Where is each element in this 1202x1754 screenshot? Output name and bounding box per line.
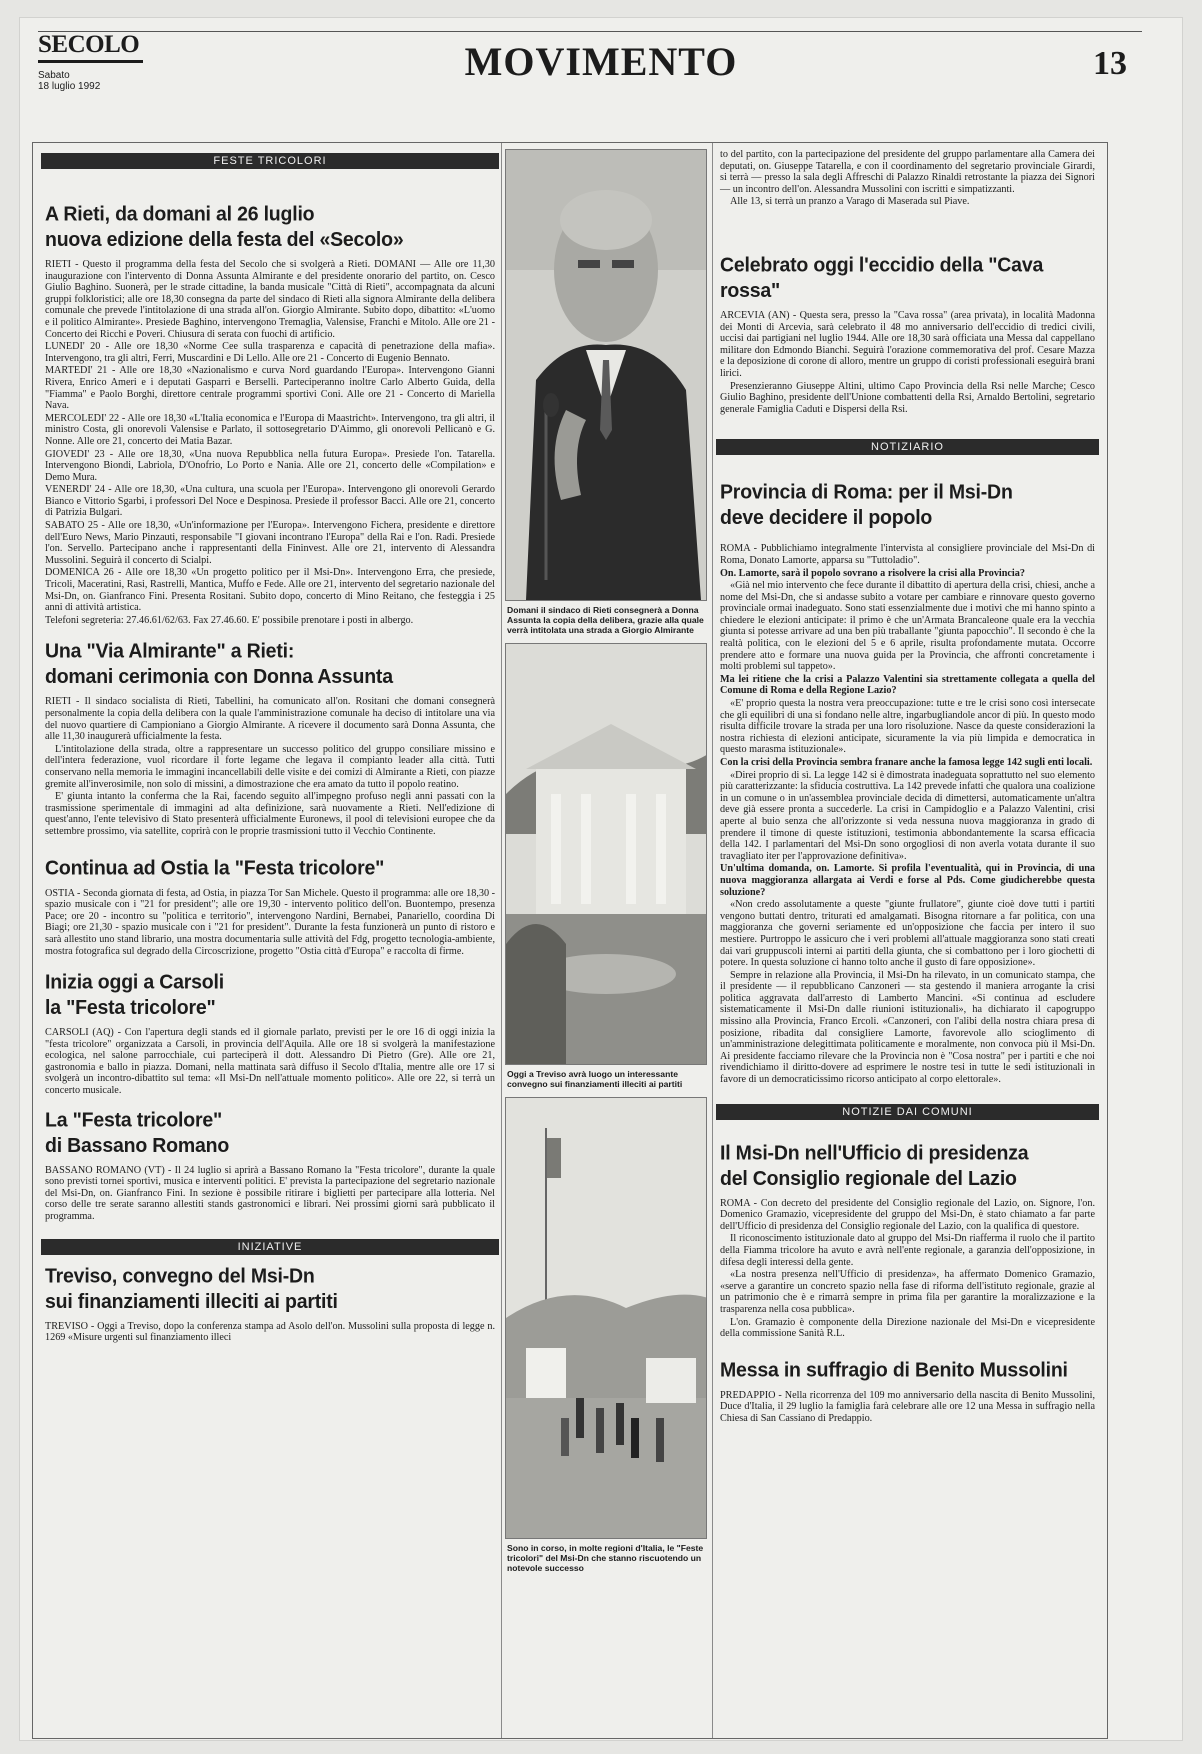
title-line: la "Festa tricolore" — [45, 996, 216, 1020]
title-line: A Rieti, da domani al 26 luglio — [45, 202, 315, 226]
speaker-photo-drawing — [506, 150, 707, 600]
title-line: sui finanziamenti illeciti ai partiti — [45, 1289, 338, 1313]
page-number: 13 — [1093, 45, 1127, 82]
article-body-rieti — [45, 259, 495, 626]
paragraph: Telefoni segreteria: 27.46.61/62/63. Fax 27.46.60. E' possibile prenotare i posti in albergo. — [45, 614, 414, 626]
paragraph: «Già nel mio intervento che fece durante il dibattito di apertura della crisi, chiesi, anche a nome del Msi-Dn, che si andasse subito a votare per cambiare e rinnovare questo governo provinciale ormai inadeguato. Sono stati essenzialmente due i motivi che mi hanno spinto a chiedere le elezioni anticipate: il primo è che un'Armata Brancaleone quale era la vecchia giunta si potesse arrivare ad una ben più traballante "giunta papocchio". Il secondo è che la realtà politica, con le elezioni del 5 e 6 aprile, risulta profondamente mutata. Occorre prendere atto e formare una nuova guida per la Provincia, che affronti concretamente i molti problemi sul tappeto». — [720, 580, 1095, 673]
paragraph: DOMENICA 26 - Alle ore 18,30 «Un progetto politico per il Msi-Dn». Intervengono Erra, che presiede, Tricoli, Maceratini, Rasi, Rastrelli, Mantica, Muffo e Fede. Alle ore 21, intervento del segretario nazionale del Msi-Dn, on. Gianfranco Fini. Presenta Rositani. Subito dopo, concerto di Mino Reitano, che festeggia i 25 anni di attività artistica. — [45, 567, 495, 614]
question: Un'ultima domanda, on. Lamorte. Si profila l'eventualità, qui in Provincia, di una nuova maggioranza allargata ai Verdi e forse al Pds. Come giudicherebbe questa soluzione? — [720, 863, 1095, 898]
paragraph: MARTEDI' 21 - Alle ore 18,30 «Nazionalismo e curva Nord guardando l'Europa». Intervengono Gianni Rivera, Enrico Ameri e i deputati Gasparri e Berselli. Parteciperanno inoltre Carlo Alberto Guida, della "Fiamma" e Paolo Borghi, direttore centrale programmi sportivi Coni. Alle ore 21 - Concerto di Mariella Nava. — [45, 365, 495, 412]
stand — [526, 1348, 566, 1398]
article-body-treviso — [45, 1321, 495, 1345]
person — [631, 1418, 639, 1458]
column — [626, 794, 636, 904]
article-body-ostia — [45, 888, 495, 958]
column — [551, 794, 561, 904]
column — [581, 794, 591, 904]
article-title-messa: Messa in suffragio di Benito Mussolini — [720, 1358, 1068, 1382]
crowd-photo-drawing — [506, 1098, 707, 1538]
article-body-lazio — [720, 1198, 1095, 1340]
question: Con la crisi della Provincia sembra franare anche la famosa legge 142 sugli enti locali. — [720, 757, 1093, 768]
content-frame — [32, 142, 1108, 1739]
section-band-feste: FESTE TRICOLORI — [41, 153, 499, 169]
glasses-left — [578, 260, 600, 268]
article-body-messa — [720, 1390, 1095, 1425]
article-title-treviso — [45, 1263, 499, 1313]
article-title-lazio — [720, 1140, 1099, 1190]
newspaper-logo: SECOLO — [38, 30, 143, 63]
villa-photo-drawing — [506, 644, 707, 1064]
article-title-cava-rossa: Celebrato oggi l'eccidio della "Cava rossa" — [720, 253, 1044, 303]
photo-caption-2: Oggi a Treviso avrà luogo un interessante convegno sui finanziamenti illeciti ai partiti — [507, 1069, 683, 1089]
forehead — [560, 190, 652, 250]
column-rule — [712, 143, 713, 1738]
title-line: nuova edizione della festa del «Secolo» — [45, 228, 404, 252]
article-body-carsoli — [45, 1027, 495, 1097]
issue-day-date: 18 luglio 1992 — [38, 81, 101, 92]
title-line: La "Festa tricolore" — [45, 1108, 223, 1132]
section-band-notiziario: NOTIZIARIO — [716, 439, 1099, 455]
person — [561, 1418, 569, 1456]
question: Ma lei ritiene che la crisi a Palazzo Valentini sia strettamente collegata a quella del Comune di Roma e della Regione Lazio? — [720, 673, 1095, 697]
article-title-rieti — [45, 202, 499, 252]
person — [576, 1398, 584, 1438]
section-band-iniziative: INIZIATIVE — [41, 1239, 499, 1255]
photo-caption-3: Sono in corso, in molte regioni d'Italia, le "Feste tricolori" del Msi-Dn che stanno riscuotendo un notevole successo — [507, 1543, 704, 1573]
person — [656, 1418, 664, 1462]
paragraph: ARCEVIA (AN) - Questa sera, presso la "Cava rossa" (area privata), in località Madonna dei Monti di Arcevia, sarà celebrato il 48 mo anniversario dell'eccidio di tredici civili, uccisi dai partigiani nel luglio 1944. Alle ore 18,30 sarà officiata una Messa dal cappellano militare don Edmondo Bianchi. Seguirà l'orazione commemorativa del prof. Cesare Mazza e la deposizione di corone di alloro, mentre un gruppo di coristi professionali eseguirà brani lirici. — [720, 309, 1095, 379]
column-rule — [501, 143, 502, 1738]
paragraph: Presenzieranno Giuseppe Altini, ultimo Capo Provincia della Rsi nelle Marche; Cesco Giulio Baghino, presidente dell'Unione combattenti della Rsi, Arnaldo Bertolini, segretario generale Famiglia Caduti e Dispersi della Rsi. — [720, 380, 1095, 415]
section-band-comuni: NOTIZIE DAI COMUNI — [716, 1104, 1099, 1120]
paragraph: Alle 13, si terrà un pranzo a Varago di Maserada sul Piave. — [730, 196, 970, 208]
top-rule — [38, 31, 1142, 32]
photo-caption-1: Domani il sindaco di Rieti consegnerà a Donna Assunta la copia della delibera, grazie alla quale verrà intitolata una strada a Giorgio Almirante — [507, 605, 704, 635]
paragraph: L'intitolazione della strada, oltre a rappresentare un successo politico del gruppo consiliare missino e dell'intera federazione, vuol ricordare il forte legame che legava il compianto leader alla città. Tutti conservano nella memoria le immagini incancellabili delle visite e dei comizi di Almirante a Rieti, con piazze gremite all'inverosimile, non solo di missini, a dimostrazione che era amato da tutto il popolo reatino. — [45, 743, 495, 790]
square — [506, 1398, 707, 1538]
right-column — [716, 143, 1099, 1738]
issue-day: Sabato — [38, 70, 70, 81]
shrub — [506, 924, 566, 1064]
paragraph: ROMA - Pubblichiamo integralmente l'intervista al consigliere provinciale del Msi-Dn di Roma, Donato Lamorte, apparsa su "Tuttoladio". — [720, 543, 1095, 566]
person — [596, 1408, 604, 1453]
title-line: Il Msi-Dn nell'Ufficio di presidenza — [720, 1141, 1029, 1165]
title-line: Treviso, convegno del Msi-Dn — [45, 1264, 315, 1288]
section-title: MOVIMENTO — [464, 39, 738, 84]
article-title-bassano — [45, 1107, 499, 1157]
paragraph: L'on. Gramazio è componente della Direzione nazionale del Msi-Dn e vicepresidente della commissione Sanità R.L. — [720, 1316, 1095, 1340]
microphone — [543, 393, 559, 417]
photo-column — [505, 143, 707, 1738]
paragraph: «E' proprio questa la nostra vera preoccupazione: tutte e tre le crisi sono così intersecate che gli equilibri di una si fondano nelle altre, ingarbugliandole ancor di più. In questo modo risulta difficile trovare la strada per una loro risoluzione. Nasce da queste considerazioni la nostra richiesta di elezioni anticipate, sicuramente la via più limpida e democratica in questo marasma istituzionale». — [720, 698, 1095, 756]
article-body-via-almirante — [45, 696, 495, 837]
glasses-right — [612, 260, 634, 268]
article-title-ostia: Continua ad Ostia la "Festa tricolore" — [45, 855, 385, 880]
column — [656, 794, 666, 904]
title-line: Inizia oggi a Carsoli — [45, 970, 224, 995]
paragraph: Sempre in relazione alla Provincia, il Msi-Dn ha rilevato, in un comunicato stampa, che il presidente — il repubblicano Canzoneri — sta gestendo il maniera arrogante la crisi politica aggravata dall'arresto di Lamberto Mancini. «Si continua ad escludere sistematicamente il Msi-Dn dalle riunioni istituzionali», ha dichiarato il capogruppo missino alla Provincia, Franco Ercoli. «Canzoneri, con l'alibi della nostra chiara presa di posizione, ribadita dal consigliere Lamorte, favorevole allo scioglimento di un'amministrazione delegittimata politicamente e moralmente, non convoca più il Msi-Dn. Ai presidente facciamo rilevare che la Provincia non è "Cosa nostra" per i partiti e che noi rivendichiamo il diritto-dovere ad esprimere le nostre tesi in tutte le sedi istituzionali in favore di un democraticissimo ricorso anticipato al corpo elettorale». — [720, 969, 1095, 1086]
paragraph: BASSANO ROMANO (VT) - Il 24 luglio si aprirà a Bassano Romano la "Festa tricolore", durante la quale sono previsti tornei sportivi, musica e interventi politici. E' prevista la partecipazione del segretario nazionale del Msi-Dn, on. Gianfranco Fini. In sezione è possibile ritirare i biglietti per partecipare alla lotteria. Nel corso delle tre serate saranno allestiti stands gastronomici e librari. Nei prossimi giorni sarà pubblicato il programma. — [45, 1164, 495, 1223]
person — [616, 1403, 624, 1445]
title-line: di Bassano Romano — [45, 1133, 230, 1157]
photo-speaker — [505, 149, 707, 601]
title-line: deve decidere il popolo — [720, 506, 933, 530]
title-line: domani cerimonia con Donna Assunta — [45, 665, 393, 689]
article-body-bassano — [45, 1165, 495, 1223]
paragraph: Il riconoscimento istituzionale dato al gruppo del Msi-Dn riafferma il ruolo che il partito della Fiamma tricolore ha avuto e avrà nell'ente regionale, a garanzia dell'opposizione, in difesa degli interessi della gente. — [720, 1233, 1095, 1268]
title-line: del Consiglio regionale del Lazio — [720, 1166, 1017, 1190]
article-body-cava-rossa — [720, 310, 1095, 415]
paragraph: LUNEDI' 20 - Alle ore 18,30 «Norme Cee sulla trasparenza e capacità di penetrazione della mafia». Intervengono, tra gli altri, Ferri, Muscardini e Di Lello. Alle ore 21 - Concerto di Eugenio Bennato. — [45, 341, 495, 364]
question: On. Lamorte, sarà il popolo sovrano a risolvere la crisi alla Provincia? — [720, 567, 1025, 579]
stand — [646, 1358, 696, 1403]
flag — [547, 1138, 561, 1178]
paragraph: RIETI - Il sindaco socialista di Rieti, Tabellini, ha comunicato all'on. Rositani che domani consegnerà personalmente la copia della delibera con la quale l'amministrazione comunale ha deciso di intitolare una via del nuovo quartiere di Campioniano a Giorgio Almirante. A ricevere il documento sarà Donna Assunta, che alle 11,30 inaugurerà ufficialmente la festa. — [45, 696, 495, 743]
paragraph: SABATO 25 - Alle ore 18,30, «Un'informazione per l'Europa». Intervengono Fichera, presidente e direttore dell'Euro News, Mario Pinzauti, responsabile "I giovani incontrano l'Europa" della Rai e l'on. Radi. Presiede l'on. Servello. Partecipano anche i rappresentanti della Fininvest. Alle ore 21, intervento di Alessandra Mussolini. Seguirà il concerto di Scialpi. — [45, 520, 495, 566]
photo-villa — [505, 643, 707, 1065]
paragraph: GIOVEDI' 23 - Alle ore 18,30, «Una nuova Repubblica nella futura Europa». Presiede l'on. Tatarella. Intervengono Biondi, Labriola, D'Onofrio, Lo Porto e Nania. Alle ore 21, concerto delle «Compilation» e Demo Mura. — [45, 448, 495, 483]
paragraph: «Direi proprio di sì. La legge 142 si è dimostrata inadeguata soprattutto nel suo elemento più caratterizzante: la sfiducia costruttiva. La 142 prevede infatti che qualora una coalizione in un comune o in un'assemblea provinciale decida di dimettersi, automaticamente un'altra deve già essere pronta a succederle. La crisi in Campidoglio e a Palazzo Valentini, crisi aperte al buio senza che all'orizzonte si veda nessuna nuova maggioranza in grado di prendere il timone di queste istituzioni, testimonia abbondantemente la scarsa efficacia della 142. I parlamentari del Msi-Dn sono orgogliosi di non averla votata durante il suo travagliato iter per l'approvazione definitiva». — [720, 769, 1095, 862]
paragraph: MERCOLEDI' 22 - Alle ore 18,30 «L'Italia economica e l'Europa di Maastricht». Intervengono, tra gli altri, il ministro Costa, gli onorevoli Valensise e Parlato, il sottosegretario D'Aimmo, gli onorevoli Pellicanò e G. Nonne. Alle ore 21, concerto dei Matia Bazar. — [45, 412, 495, 447]
paragraph: TREVISO - Oggi a Treviso, dopo la conferenza stampa ad Asolo dell'on. Mussolini sulla proposta di legge n. 1269 «Misure urgenti sul finanziamento illeci — [45, 1320, 495, 1344]
paragraph: ROMA - Con decreto del presidente del Consiglio regionale del Lazio, on. Signore, l'on. Domenico Gramazio, vicepresidente del gruppo del Msi-Dn, è stato chiamato a far parte dell'Ufficio di presidenza del Consiglio regionale del Lazio, con la qualifica di questore. — [720, 1197, 1095, 1232]
article-title-carsoli — [45, 970, 499, 1020]
paragraph: «Non credo assolutamente a queste "giunte frullatore", giunte cioè dove tutti i partiti vengono buttati dentro, triturati ed amalgamati. Bisogna ritornare a far politica, con una maggioranza che governi seriamente ed un'opposizione che faccia per intero il suo mestiere. Purtroppo le assicuro che i veri problemi all'attuale maggioranza sono stati creati dai vari gruppuscoli interni ai partiti della giunta, che si combattono per i loro giochetti di potere. In questa soluzione ci hanno tolto anche il gusto di fare opposizione». — [720, 899, 1095, 969]
paragraph: «La nostra presenza nell'Ufficio di presidenza», ha affermato Domenico Gramazio, «serve a garantire un concreto spazio nella fase di riforma dell'istituto regionale, grazie al un patrimonio che è e rimarrà sempre in prima fila per garantire la moralizzazione e la trasparenza nella cosa pubblica». — [720, 1269, 1095, 1315]
paragraph: VENERDI' 24 - Alle ore 18,30, «Una cultura, una scuola per l'Europa». Intervengono gli onorevoli Gerardo Bianco e Vittorio Sgarbi, i professori Del Noce e Despinosa. Presiede il professor Bacci. Alle ore 21, concerto di Patrizia Bulgari. — [45, 484, 495, 519]
article-body-treviso-continued — [720, 149, 1095, 208]
article-title-provincia — [720, 480, 1099, 530]
paragraph: to del partito, con la partecipazione del presidente del gruppo parlamentare alla Camera dei deputati, on. Giuseppe Tatarella, e con il coordinamento del segretario provinciale Girardi, si terrà — presso la sala degli Affreschi di Palazzo Rinaldi retrostante la piazza dei Signori — un incontro dell'on. Alessandra Mussolini con iscritti e simpatizzanti. — [720, 149, 1095, 195]
article-title-via-almirante — [45, 639, 499, 689]
paragraph: PREDAPPIO - Nella ricorrenza del 109 mo anniversario della nascita di Benito Mussolini, Duce d'Italia, il 29 luglio la famiglia farà celebrare alle ore 12 una Messa in suffragio nella Chiesa di San Cassiano di Predappio. — [720, 1389, 1095, 1424]
photo-crowd — [505, 1097, 707, 1539]
article-body-provincia — [720, 543, 1095, 1085]
paragraph: OSTIA - Seconda giornata di festa, ad Ostia, in piazza Tor San Michele. Questo il programma: alle ore 18,30 - spazio musicale con i "21 for president"; alle ore 19,30 - intervento politico dell'on. Buontempo, presenza Pace; ore 20 - incontro su "politica e territorio", intervengono Nardini, Bernabei, Panariello, coordina Di Biagi; ore 21,30 - spazio musicale con i "21 for president". Durante la festa funzionerà un punto di ristoro e sarà allestito uno stand librario, una mostra documentaria sulle attività del Fdg, progetto tecnologia-ambiente, mostra fotografica sul degrado della Circoscrizione, progetto "Ostia città d'Europa" e raccolta di firme. — [45, 887, 495, 957]
title-line: Una "Via Almirante" a Rieti: — [45, 640, 295, 664]
paragraph: CARSOLI (AQ) - Con l'apertura degli stands ed il giornale parlato, previsti per le ore 16 di oggi inizia la "festa tricolore" organizzata a Carsoli, in provincia dell'Aquila. Alle ore 18 si svolgerà la manifestazione ecologica, nel salone parrocchiale, cui parteciperà il dott. Alessandro Di Pietro (Gre). Alle ore 21, gastronomia e ballo in piazza. Domani, nella mattinata sarà diffuso il Secolo d'Italia, mentre alle ore 17 si svolgerà un incontro-dibattito sul tema: «Il Msi-Dn nell'attuale momento politico». Alle ore 22, si terrà un concerto musicale. — [45, 1027, 495, 1097]
title-line: Provincia di Roma: per il Msi-Dn — [720, 481, 1013, 505]
paragraph: RIETI - Questo il programma della festa del Secolo che si svolgerà a Rieti. DOMANI — Alle ore 11,30 inaugurazione con l'intervento di Donna Assunta Almirante e del presidente onorario del partito, on. Cesco Giulio Baghino. Suonerà, per le strade cittadine, la banda musicale "Città di Rieti", accompagnata da alcuni gruppi folkloristici; alle ore 18,30 consegna da parte del sindaco di Rieti alla signora Almirante della delibera comunale che prevede l'intitolazione di una strada all'on. Giorgio Almirante. Subito dopo, dibattito: «L'uomo e il politico Almirante». Presiede Baghino, intervengono Tremaglia, Valensise, Franchi e Mitolo. Alle ore 21 - Concerto dei Ricchi e Poveri. Chiusura di serata con fuochi di artificio. — [45, 259, 495, 340]
paragraph: E' giunta intanto la conferma che la Rai, facendo seguito all'impegno profuso negli anni passati con la trasmissione sperimentale di immagini ad alta definizione, sarà nuovamente a Rieti. Nell'edizione di quest'anno, l'ente televisivo di Stato presenterà ufficialmente Euronews, il pool di televisioni europee che da settembre prossimo, via satellite, coprirà con le proprie trasmissioni tutto il Vecchio Continente. — [45, 791, 495, 837]
left-column — [41, 143, 499, 1738]
